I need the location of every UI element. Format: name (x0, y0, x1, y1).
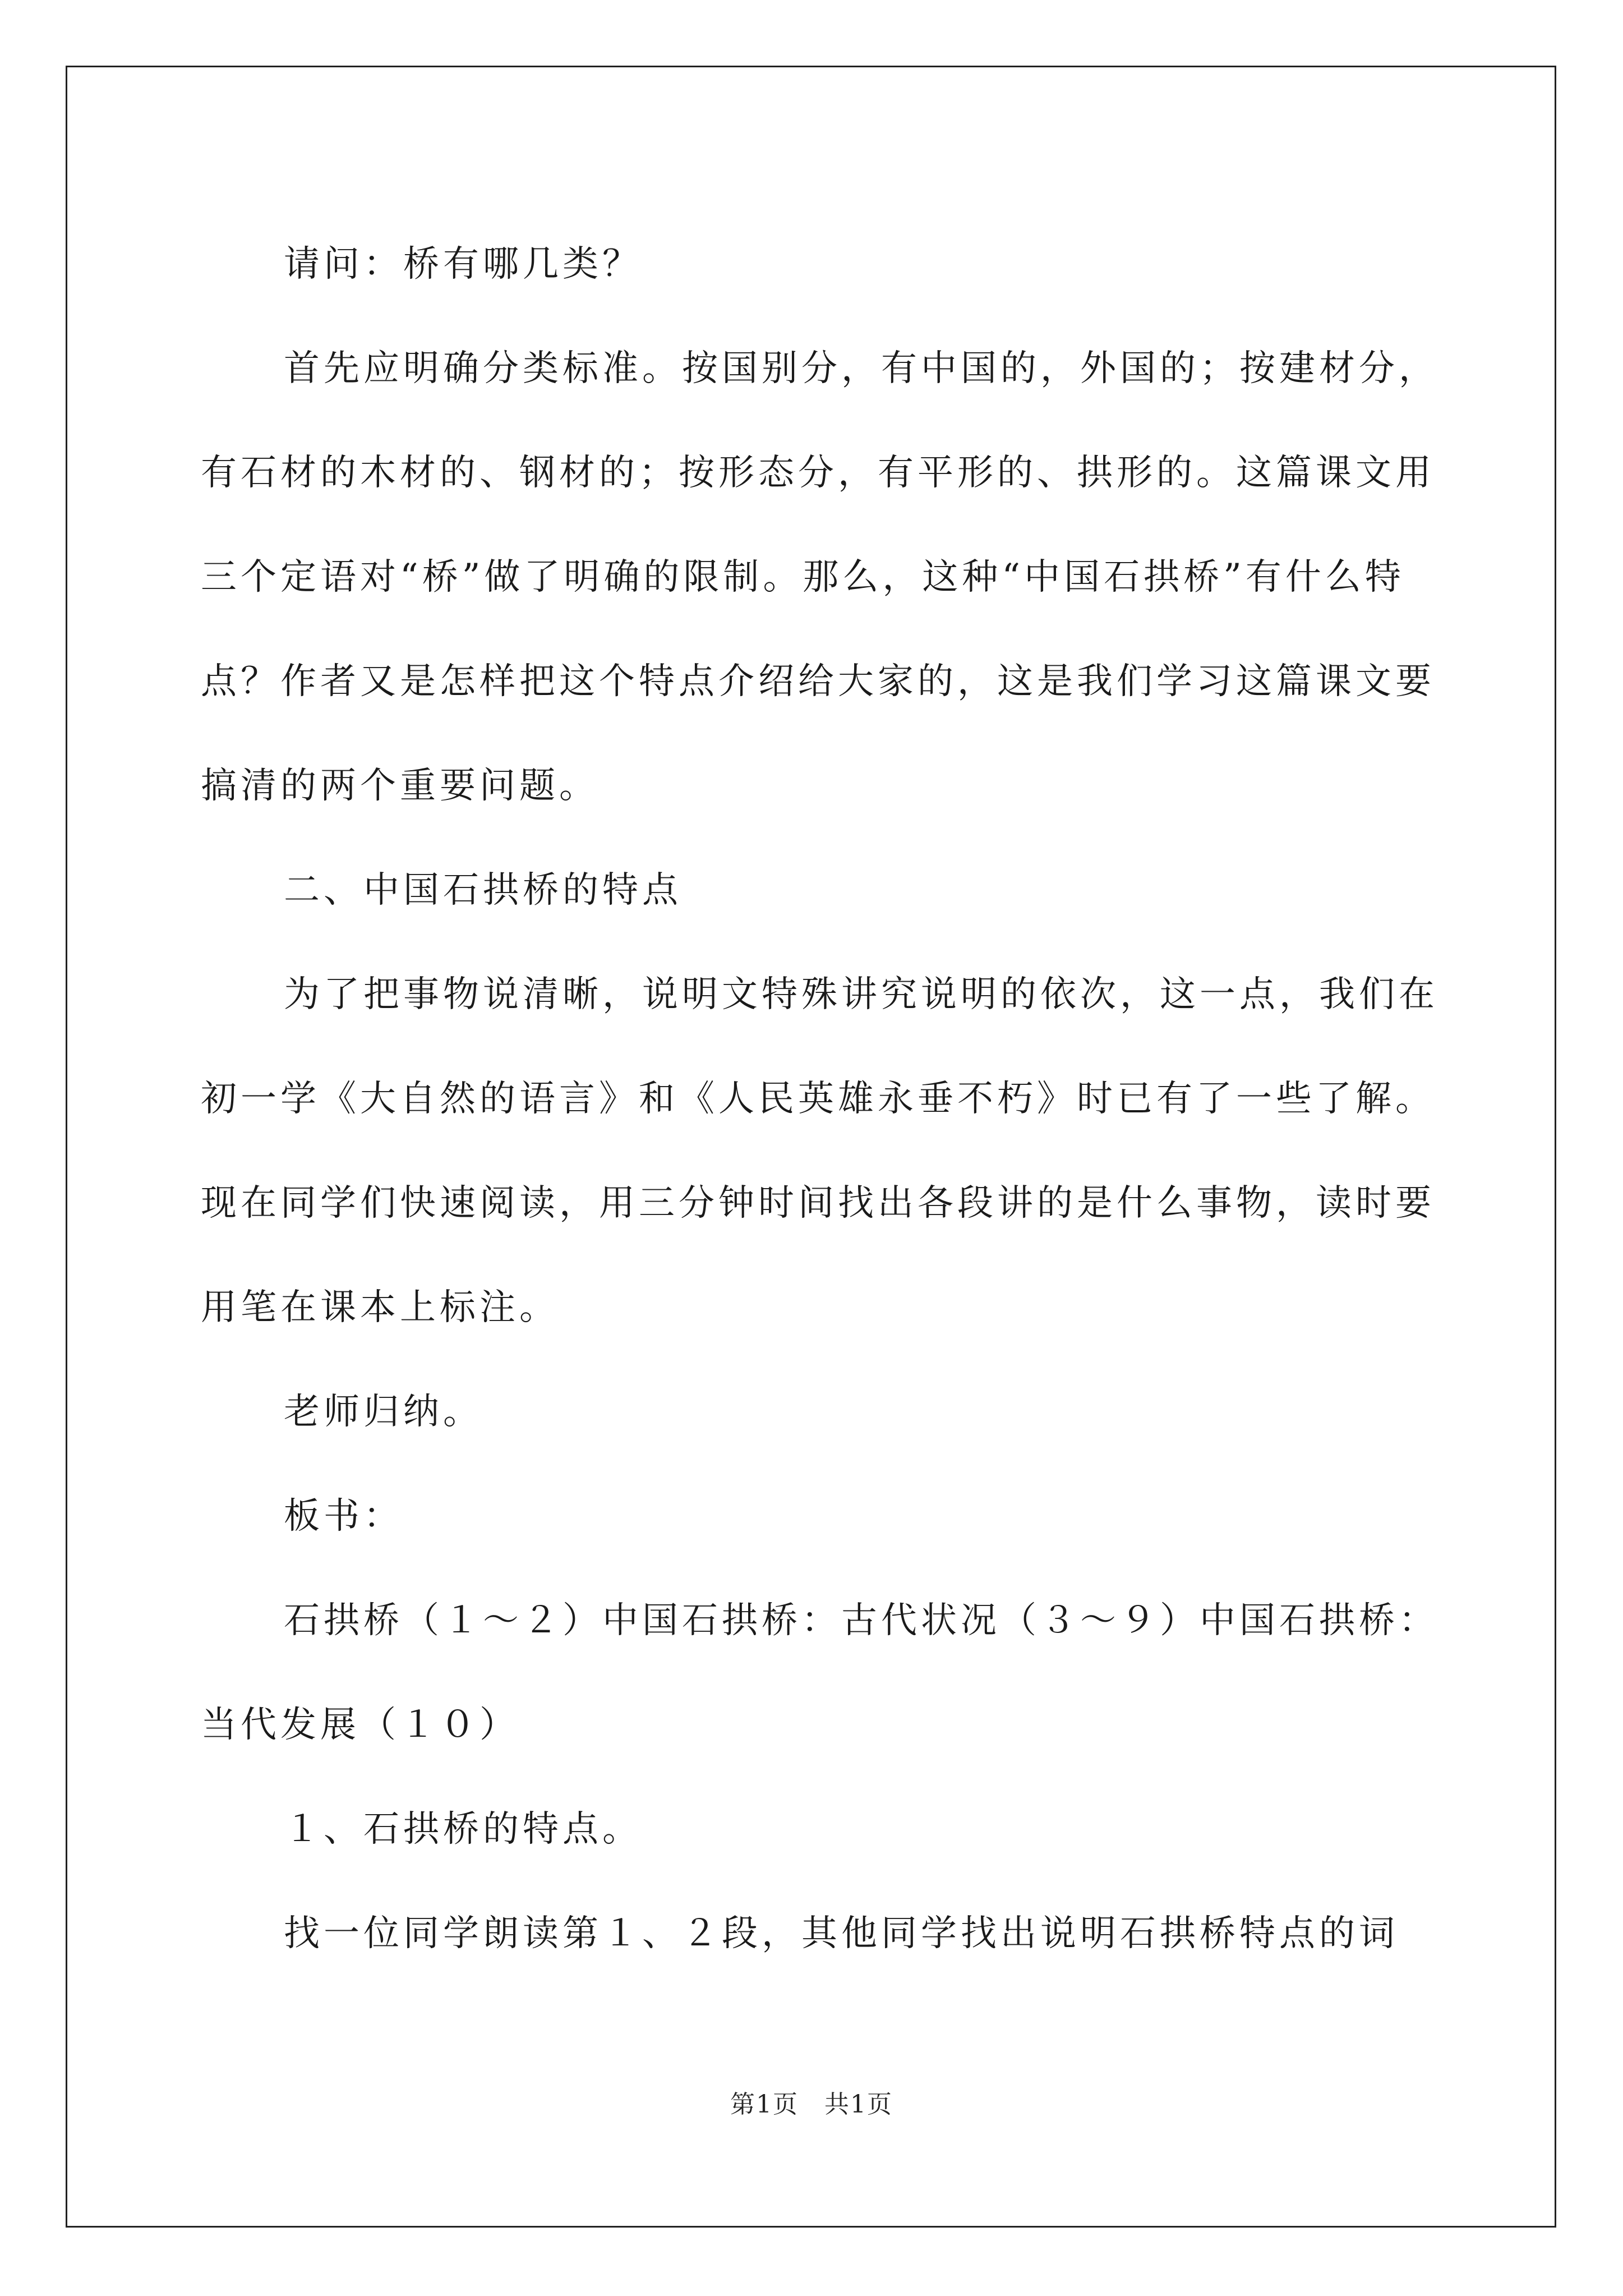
paragraph-reading-instruction: 找一位同学朗读第１、２段，其他同学找出说明石拱桥特点的词 (284, 1913, 1399, 1954)
page-number-footer: 第1页 共1页 (730, 2090, 893, 2119)
paragraph-reading-task: 为了把事物说清晰，说明文特殊讲究说明的依次，这一点，我们在初一学《大自然的语言》和《人民英雄永垂不朽》时已有了一些了解。现在同学们快速阅读，用三分钟时间找出各段讲的是什么事物，读时要用笔在课本上标注。 (201, 974, 1438, 1328)
document-body (201, 212, 1451, 1986)
section-heading: 二、中国石拱桥的特点 (284, 869, 682, 911)
paragraph-board-label: 板书： (284, 1496, 403, 1537)
subsection-heading: １、石拱桥的特点。 (284, 1809, 642, 1850)
paragraph-summary: 老师归纳。 (284, 1391, 483, 1433)
paragraph-classification: 首先应明确分类标准。按国别分，有中国的，外国的；按建材分，有石材的木材的、钢材的；按形态分，有平形的、拱形的。这篇课文用三个定语对“桥”做了明确的限制。那么，这种“中国石拱桥”有什么特点？作者又是怎样把这个特点介绍给大家的，这是我们学习这篇课文要搞清的两个重要问题。 (201, 348, 1438, 807)
paragraph-question: 请问：桥有哪几类？ (284, 243, 642, 285)
paragraph-board-content: 石拱桥（１～２）中国石拱桥：古代状况（３～９）中国石拱桥：当代发展（１０） (201, 1600, 1438, 1746)
